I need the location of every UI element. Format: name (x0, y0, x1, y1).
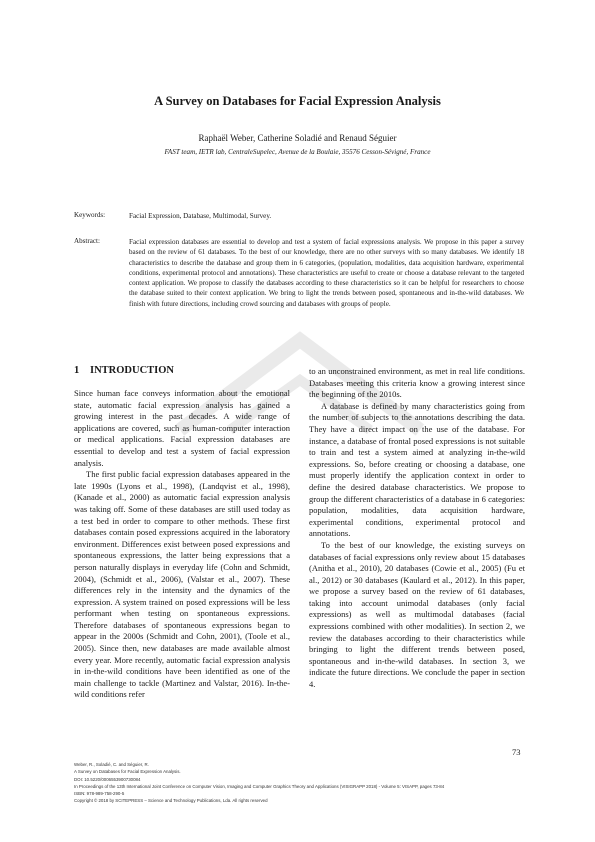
footer-line: Weber, R., Soladié, C. and Séguier, R. (74, 762, 149, 767)
abstract-text: Facial expression databases are essential to develop and test a system of facial expressions analysis. We propose in this paper a survey based on the review of 61 databases. To the best of our knowledge, there are no other surveys with so many databases. We identify 18 characteristics to describe the database and group them in 6 categories, (population, modalities, data acquisition hardware, experimental conditions, experimental protocol and annotations). These characteristics are useful to create or choose a database relevant to the targeted context application. We propose to classify the databases according to these characteristics so it can be helpful for researchers to choose the database suited to their context application. We bring to light the trends between posed, spontaneous and in-the-wild databases. We finish with future directions, including crowd sourcing and databases with groups of people. (129, 238, 524, 308)
paper-title: A Survey on Databases for Facial Expression Analysis (154, 94, 441, 108)
footer-line: DOI: 10.5220/0006553900730084 (74, 776, 141, 782)
page-number: 73 (512, 747, 521, 757)
citation-footer (74, 761, 526, 805)
right-column (309, 366, 525, 691)
footer-line: Copyright © 2018 by SCITEPRESS – Science and Technology Publications, Lda. All rights reserved (74, 798, 268, 804)
left-column (74, 388, 290, 701)
footer-line: A Survey on Databases for Facial Expression Analysis. (74, 769, 181, 775)
footer-line: ISBN: 978-989-758-290-5 (74, 791, 125, 797)
abstract-label: Abstract: (74, 237, 101, 245)
left-paragraph-2: The first public facial expression databases appeared in the late 1990s (Lyons et al., 1998), (Landqvist et al., 1998), (Kanade et al., 2000) as automatic facial expression analysis was taking off. Some of these databases are still used today as a test bed in order to compare to other methods. These first databases contain posed expressions acquired in the laboratory environment. Differences exist between posed expressions and spontaneous expressions, the latter being expressions that a person naturally displays in everyday life (Cohn and Schmidt, 2004), (Schmidt et al., 2006), (Valstar et al., 2007). These differences rely in the intensity and the dynamics of the expression. A system trained on posed expressions will be less performant when testing on spontaneous expressions. Therefore databases of spontaneous expressions began to appear in the 2000s (Schmidt and Cohn, 2001), (Toole et al., 2005). Since then, new databases are made available almost every year. More recently, automatic facial expression analysis in in-the-wild conditions have been identified as one of the main challenge to tackle (Martinez and Valstar, 2016). In-the-wild conditions refer (74, 469, 290, 700)
right-paragraph-1: to an unconstrained environment, as met in real life conditions. Databases meeting this criteria know a growing interest since the beginning of the 2010s. (309, 366, 525, 400)
section-heading (74, 365, 174, 376)
paper-affiliation: FAST team, IETR lab, CentraleSupelec, Avenue de la Boulaie, 35576 Cesson-Sévigné, France (164, 148, 431, 156)
keywords-label: Keywords: (74, 211, 106, 219)
left-paragraph-1: Since human face conveys information about the emotional state, automatic facial expression analysis has gained a growing interest in the past decades. A wide range of applications are covered, such as human-computer interaction or medical applications. Facial expression databases are essential to develop and test a system of facial expression analysis. (74, 388, 290, 468)
right-paragraph-2: A database is defined by many characteristics going from the number of subjects to the annotations describing the data. They have a direct impact on the use of the database. For instance, a database of frontal posed expressions is not suitable to train and test a system aimed at analyzing in-the-wild expressions. So, before creating or choosing a database, one must properly identify the application context in order to define the desired database characteristics. We propose to group the different characteristics of a database in 6 categories: population, modalities, data acquisition hardware, experimental conditions, experimental protocol and annotations. (309, 400, 525, 539)
keywords-text: Facial Expression, Database, Multimodal, Survey. (129, 212, 272, 220)
footer-line: In Proceedings of the 13th International Joint Conference on Computer Vision, Imaging and Computer Graphics Theory and Applications (VISIGRAPP 2018) - Volume 5: VISAPP, pages 73-84 (74, 783, 445, 789)
right-paragraph-3: To the best of our knowledge, the existing surveys on databases of facial expressions only review about 15 databases (Anitha et al., 2010), 20 databases (Cowie et al., 2005) (Fu et al., 2012) or 30 databases (Kaulard et al., 2012). In this paper, we propose a survey based on the review of 61 databases, taking into account unimodal databases (only facial expressions) as well as multimodal databases (facial expressions combined with other modalities). In section 2, we review the databases according to their characteristics while bringing to light the different trends between posed, spontaneous and in-the-wild databases. In section 3, we indicate the future directions. We conclude the paper in section 4. (309, 539, 525, 690)
paper-authors: Raphaël Weber, Catherine Soladié and Renaud Séguier (198, 133, 397, 143)
section-number: 1 (74, 365, 80, 376)
section-title: INTRODUCTION (90, 365, 175, 376)
